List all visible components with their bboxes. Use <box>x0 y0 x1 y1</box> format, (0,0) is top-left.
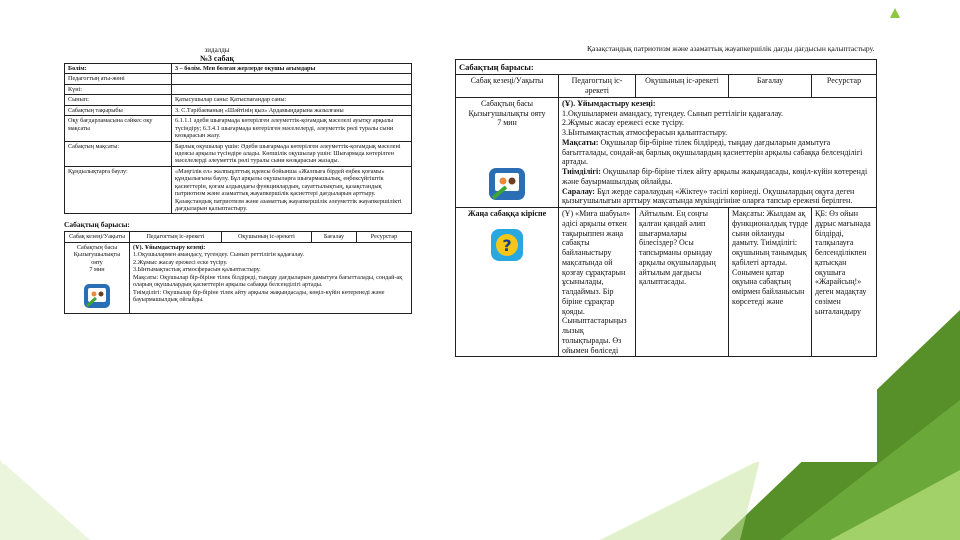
row-value <box>172 84 412 94</box>
stage-body-title: (Ұ). Ұйымдастыру кезеңі: <box>562 98 656 108</box>
row-label: Сабақтың мақсаты: <box>65 141 172 166</box>
table-row <box>65 95 412 105</box>
stage-body-line: Мақсаты: Оқушылар бір-біріне тілек білдіреді, тыңдау дағдыларын дамытуға бағытталады, сондай-ақ оларың оқушылардың қасиеттерін арқылы сабаққа белсенділігі артады. <box>133 273 403 289</box>
stage-cell <box>65 242 130 313</box>
progress-title: Сабақтың барысы: <box>456 60 877 75</box>
table-row <box>65 105 412 115</box>
stage-label: Сабақтың басы <box>480 98 534 108</box>
stage2-col1: (Ұ) «Миға шабуыл» әдісі арқылы өткен тақырыппен жаңа сабақты байланыстыру мақсатында ой қозғау сұрақтарын ұсынылады, талдаймыз. Бір біріне сұрақтар қояды. Сыныптастарыңыз лызық толықтырады. Өз ойымен бөліседі <box>559 208 636 357</box>
stage-body-line: 2.Жұмыс жасау ережесі еске түсіру. <box>133 258 228 266</box>
teacher-board-icon <box>487 166 527 202</box>
stage-cell <box>456 97 559 207</box>
col-header: Оқушының іс-әрекеті <box>221 232 311 242</box>
table-row <box>456 60 877 75</box>
stage-effect <box>562 167 873 187</box>
stage-body-title: (Ұ). Ұйымдастыру кезеңі: <box>133 243 206 251</box>
stage-body-line: 1.Оқушылармен амандасу, түгендеу. Сынып реттілігін қадағалау. <box>133 251 304 259</box>
stage-goal <box>562 138 873 167</box>
table-row <box>65 242 412 313</box>
col-header: Педагогтың іс-әрекеті <box>559 75 636 98</box>
left-doc-lesson-no: №3 сабақ <box>199 54 235 63</box>
left-doc-progress-table <box>64 231 412 314</box>
stage-body-line: 3.Ынтымақтастық атмосферасын қалыптастыру. <box>562 128 728 138</box>
row-value: 6.1.1.1 әдеби шығармада көтерілген әлеуметтік-қоғамдық мәселелі ауытқу арқылы түсіндіру; 6.3.4.1 шығармада көтерілген мәселелерді, әлеуметтік рөлі туралы сыни көзқарасын жазу. <box>172 116 412 141</box>
stage-body <box>559 97 877 207</box>
right-document-image <box>455 44 877 462</box>
table-row <box>456 75 877 98</box>
table-row <box>456 97 877 207</box>
diff-label: Саралау: <box>562 186 595 196</box>
green-triangle-top <box>890 8 900 18</box>
row-label: Сабақтың тақырыбы <box>65 105 172 115</box>
right-doc-progress-table <box>455 59 877 357</box>
stage-label: Сабақтың басы <box>76 243 118 251</box>
green-triangle-soft <box>600 460 760 540</box>
effect-label: Тиімділігі: <box>562 167 601 177</box>
stage2-col4: ҚБ: Өз ойын дұрыс мағынада білдірді, талқылауға белсенділікпен қатысқан оқушыға «Жарайсың!» деген мадақтау сөзімен ынталандыру <box>812 208 877 357</box>
row-value: «Мәңгілік ел» жалпыұлттық идеясы бойынша «Жалпыға бірдей еңбек қоғамы» құндылығына баулу. Бұл арқылы оқушыларға шығармашылық, еңбексүйгіштік қасиеттерін, қоғам алдындағы функциялардың, сауаттылықтың, қазақстандық патриотизм және азаматтық жауапкершілік қасиеттері дағдыларын арттыру. Қазақстандық патриотизм және азаматтық жауапкершілік әлеуметтік жауапкершілікті дағдыларын қалыптастыру. <box>172 166 412 214</box>
table-row <box>65 64 412 74</box>
stage2-col2: Айтылым. Ең соңғы қалған қандай әлип шығармалары білесіздер? Осы тапсырманы орындау арқылы оқушылардың айтылым дағдысы қалыптасады. <box>636 208 729 357</box>
stage-time: 7 мин <box>497 118 517 128</box>
table-row <box>65 116 412 141</box>
row-value: Барлық оқушылар үшін: Әдеби шығармада көтерілген әлеуметтік-қоғамдық мәселені идеясы арқылы түсіндіре алады. Көпшілік оқушылар үшін: Шығармада көтерілген мәселелерді әлеуметтік рөлі туралы сыни көзқарасын жазады. <box>172 141 412 166</box>
row-value: З. С.Тәрібаеваның «Шәйтінің қыз» Ардамыңдарына жазылғаны <box>172 105 412 115</box>
stage-body-line: 1.Оқушылармен амандасу, түгендеу. Сынып реттілігін қадағалау. <box>562 108 784 118</box>
goal-label: Мақсаты: <box>562 137 599 147</box>
left-document-image <box>2 44 432 464</box>
stage-sub: Қызығушылықты ояту <box>73 251 121 266</box>
stage-time: 7 мин <box>89 266 105 274</box>
table-row <box>65 74 412 84</box>
svg-text:?: ? <box>502 235 512 255</box>
col-header: Педагогтың іс-әрекеті <box>130 232 222 242</box>
stage-body-line: 2.Жұмыс жасау ережесі еске түсіру. <box>562 118 684 128</box>
row-value: Қатысушылар саны: Қатыспағандар саны: <box>172 95 412 105</box>
stage-body-line: Тиімділігі: Оқушылар бір-біріне тілек айту арқылы жақындасады, көңіл-күйін көтеренеді және бауырмашылдық ойлайды. <box>133 288 385 303</box>
row-value: 3 – бөлім. Мен болған жерлерде оқушы ағымдары <box>172 64 412 74</box>
row-value <box>172 74 412 84</box>
col-header: Ресурстар <box>812 75 877 98</box>
left-doc-header-table <box>64 63 412 214</box>
table-row <box>456 208 877 357</box>
right-doc-top-text: Қазақстандық патриотизм және азаматтық жауапкершілік дағды дағдысын қалыптастыру. <box>587 44 875 53</box>
stage-sub: Қызығушылықты ояту <box>468 108 546 118</box>
diff-text: Бұл жерде саралаудың «Жіктеу» тәсілі көрінеді. Оқушылардың оқуға деген қызығушылығын арттыру мақсатында мүкіндігініне оларға тапсыр ережені берілген. <box>562 186 855 206</box>
row-label: Бөлім: <box>65 64 172 74</box>
row-label: Оқу бағдарламасына сәйкес оқу мақсаты <box>65 116 172 141</box>
stage-body-line: 3.Ынтымақтастық атмосферасын қалыптастыру. <box>133 266 261 274</box>
stage-cell <box>456 208 559 357</box>
question-icon <box>489 227 525 263</box>
table-row <box>65 141 412 166</box>
table-row <box>65 84 412 94</box>
left-doc-caption: зидалды <box>204 46 230 54</box>
col-header: Сабақ кезеңі/Уақыты <box>65 232 130 242</box>
teacher-board-icon <box>82 282 112 310</box>
row-label: Сынып: <box>65 95 172 105</box>
col-header: Оқушының іс-әрекеті <box>636 75 729 98</box>
green-triangle-left <box>0 460 90 540</box>
stage2-col3: Мақсаты: Жылдам ақ функционалдық түрде сыни ойлануды дамыту. Тиімділігі: оқушының танымдық қабілеті артады. Сонымен қатар оқуына сабақтың өмірмен байланысын көрсетеді және <box>729 208 812 357</box>
table-row <box>65 232 412 242</box>
effect-text: Оқушылар бір-біріне тілек айту арқылы жақындасады, көңіл-күйін көтеренді және бауырмашылдық ойлайды. <box>562 167 868 186</box>
stage-body <box>130 242 412 313</box>
table-row <box>65 166 412 214</box>
stage-diff <box>562 187 873 207</box>
col-header: Бағалау <box>312 232 357 242</box>
row-label: Күні: <box>65 84 172 94</box>
row-label: Құндылықтарға баулу: <box>65 166 172 214</box>
left-doc-progress-title: Сабақтың барысы: <box>64 220 130 230</box>
row-label: Педагогтың аты-жөні <box>65 74 172 84</box>
goal-text: Оқушылар бір-біріне тілек білдіреді, тыңдау дағдыларын дамытуға бағытталады, сондай-ақ барлық оқушылардың қасиеттерін арқылы сабаққа белсенділігі артады. <box>562 137 863 167</box>
stage-label: Жаңа сабаққа кіріспе <box>467 209 547 219</box>
col-header: Бағалау <box>729 75 812 98</box>
col-header: Сабақ кезеңі/Уақыты <box>456 75 559 98</box>
col-header: Ресурстар <box>356 232 411 242</box>
